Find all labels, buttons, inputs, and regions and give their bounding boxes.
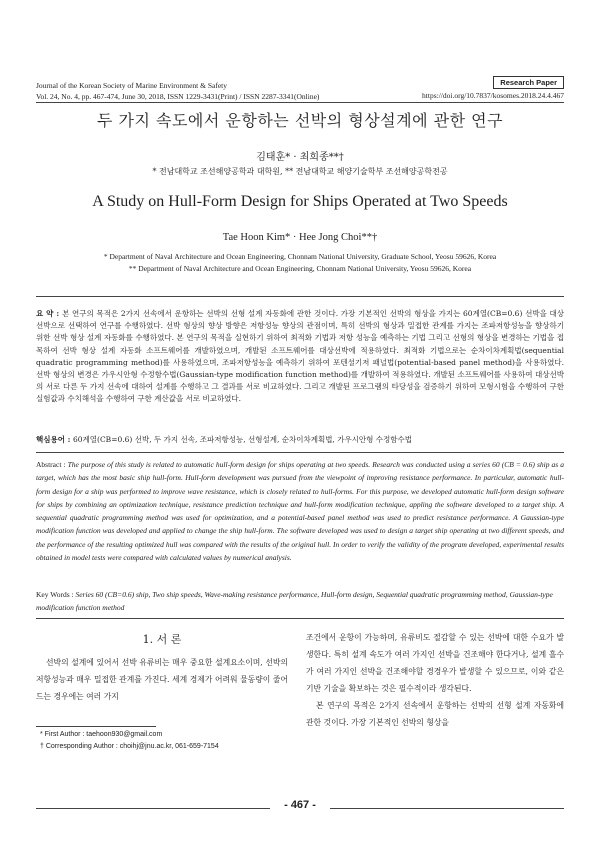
english-abstract [36,458,564,564]
page-number: - 467 - [270,799,330,811]
body-left-column [36,654,288,705]
korean-keywords-label: 핵심용어 : [36,435,73,444]
abstract-bottom-rule [36,618,564,619]
english-authors: Tae Hoon Kim* · Hee Jong Choi**† [222,232,378,243]
english-keywords-label: Key Words : [36,590,76,599]
english-abstract-label: Abstract : [36,460,68,469]
section-heading: 1. 서 론 [142,633,182,646]
korean-title: 두 가지 속도에서 운항하는 선박의 형상설계에 관한 연구 [96,111,504,130]
korean-abstract-text: 본 연구의 목적은 2가지 선속에서 운항하는 선박의 선형 설계 자동화에 관한 것이다. 가장 기본적인 선박의 형상을 가지는 60계열(CB=0.6) 선박을 대상선박으로 선택하여 연구를 수행하였다. 선박 형상의 향상 방향은 저항성능 향상의 관점이며, 특히 선박의 형상과 밀접한 관계를 가지는 조파저항성능을 향상하기 위한 선박 형상 설계 자동화를 수행하였다. 본 연구의 목적을 실현하기 위하여 최적화 기법과 저항 성능을 예측하는 기법 그리고 선형의 형상을 변경하는 기법을 접목하여 선박 형상 설계 자동화 소프트웨어를 개발하였으며, 개발된 소프트웨어를 대상선박에 적용하였다. 최적화 기법으로는 순차이차계획법(sequential quadratic programming method)를 사용하였으며, 조파저항성능을 예측하기 위하여 포텐셜기저 패널법(potential-based panel method)을 사용하였다. 선박 형상의 변경은 가우시안형 수정함수법(Gaussian-type modification function method)를 개발하여 적용하였다. 개발된 소프트웨어를 사용하여 대상선박의 서로 다른 두 가지 선속에 대하여 설계를 수행하고 그 결과를 서로 비교하였다. 그리고 개발된 프로그램의 타당성을 검증하기 위하여 모형시험을 수행하여 구한 실험값과 수치해석을 수행하여 구한 계산값을 서로 비교하였다. [36,309,565,404]
korean-keywords [36,434,564,446]
korean-keywords-text: 60계열(CB=0.6) 선박, 두 가지 선속, 조파저항성능, 선형설계, 순차이차계획법, 가우시안형 수정함수법 [72,435,413,444]
footnote-corresponding-author: † Corresponding Author : choihj@jnu.ac.kr, 061-659-7154 [40,743,219,750]
body-paragraph: 선박의 설계에 있어서 선박 유류비는 매우 중요한 설계요소이며, 선박의 저항성능과 매우 밀접한 관계를 가진다. 세계 경제가 어려워 물동량이 줄어드는 경우에는 여러 가지 [36,658,288,701]
body-right-column [306,629,564,731]
english-abstract-text: The purpose of this study is related to automatic hull-form design for ships operating at two speeds. Research was conducted using a series 60 (CB = 0.6) ship as a target, which has the most basic ship hull-form. Hull-form development was pursued from the viewpoint of improving resistance performance. In particular, automatic hull-form design for a ship was performed to improve wave resistance, which is closely related to hull-forms. For this purpose, we developed automatic hull-form design software for ships by combining an optimization technique, resistance prediction technique and hull-form modification technique, appling the software developed to a target ship. A sequential quadratic programming method was used for optimization, and a potential-based panel method was used to predict resistance performance. A Gaussian-type modification function was developed and applied to change the ship hull-form. The software developed was used to design a target ship operating at two different speeds, and the performance of the resulting optimized hull was compared with the results of the original hull. In order to verify the validity of the program developed, experimental results obtained in model tests were compared with calculated values by numerical analysis. [36,460,564,563]
journal-volume: Vol. 24, No. 4, pp. 467-474, June 30, 2018, ISSN 1229-3431(Print) / ISSN 2287-3341(Online) [36,92,320,101]
body-paragraph: 본 연구의 목적은 2가지 선속에서 운항하는 선박의 선형 설계 자동화에 관한 것이다. 가장 기본적인 선박의 형상을 [306,701,564,727]
korean-authors: 김태훈* · 최희종**† [256,152,344,163]
journal-name: Journal of the Korean Society of Marine Environment & Safety [36,81,227,90]
korean-abstract [36,308,564,406]
body-paragraph: 조건에서 운항이 가능하며, 유류비도 절감할 수 있는 선박에 대한 수요가 발생한다. 특히 설계 속도가 여러 가지인 선박을 건조해야 한다거나, 설계 흘수가 여러 가지인 선박을 건조해야할 경경우가 발생할 수 있으므로, 이와 같은 기반 기술을 확보하는 것은 필수적이라 생각된다. [306,633,564,693]
footnote-rule [36,726,156,727]
english-title: A Study on Hull-Form Design for Ships Operated at Two Speeds [92,193,508,210]
research-paper-badge: Research Paper [493,76,564,89]
journal-citation [36,80,319,102]
english-keywords-text: Series 60 (CB=0.6) ship, Two ship speeds, Wave-making resistance performance, Hull-form design, Sequential quadratic programming method, Gaussian-type modification function method [36,590,553,612]
header-rule [36,102,564,103]
korean-affiliation: * 전남대학교 조선해양공학과 대학원, ** 전남대학교 해양기술학부 조선해양공학전공 [152,167,448,176]
korean-abstract-label: 요 약 : [36,309,63,318]
abstract-top-rule [36,296,564,297]
english-affiliation-1: * Department of Naval Architecture and Ocean Engineering, Chonnam National University, Graduate School, Yeosu 59626, Korea [103,252,497,261]
abstract-mid-rule [36,452,564,453]
footnote-first-author: * First Author : taehoon930@gmail.com [40,731,163,738]
english-keywords [36,588,564,614]
english-affiliation-2: ** Department of Naval Architecture and Ocean Engineering, Chonnam National University, Yeosu 59626, Korea [128,264,472,273]
doi-link[interactable]: https://doi.org/10.7837/kosomes.2018.24.4.467 [422,91,564,100]
